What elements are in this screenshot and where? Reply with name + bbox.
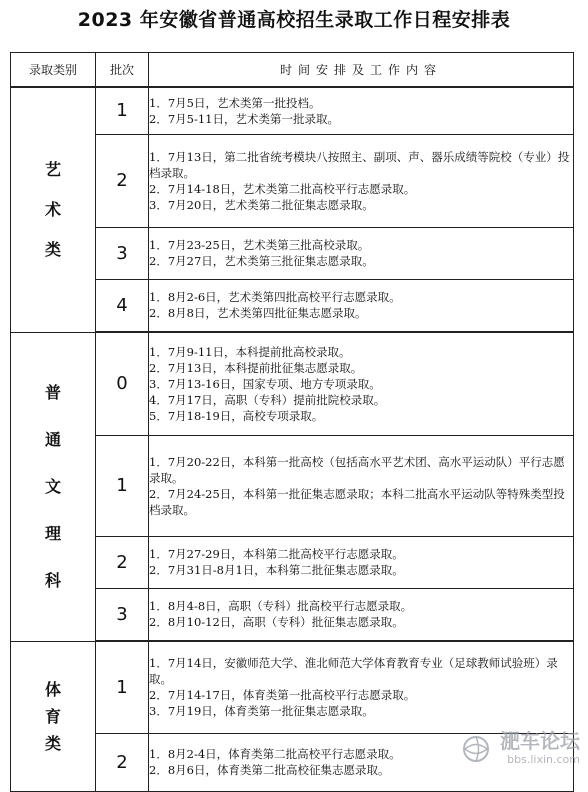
category-label: 普通文理科: [44, 383, 61, 590]
category-cell: [11, 87, 96, 332]
content-cell: [149, 227, 574, 279]
header-content: 时间安排及工作内容: [149, 53, 574, 88]
schedule-item: 5．7月18-19日，高校专项录取。: [149, 408, 324, 423]
schedule-item: 1．8月2-6日，艺术类第四批高校平行志愿录取。: [149, 290, 401, 305]
schedule-item: 2．7月31日-8月1日，本科第二批征集志愿录取。: [149, 563, 404, 577]
schedule-item: 1．7月23-25日，艺术类第三批高校录取。: [149, 238, 370, 252]
schedule-row: [11, 641, 574, 733]
schedule-item: 1．7月27-29日，本科第二批高校平行志愿录取。: [149, 547, 404, 561]
schedule-row: [11, 279, 574, 332]
schedule-row: [11, 134, 574, 227]
schedule-item: 2．7月13日，本科提前批征集志愿录取。: [149, 360, 363, 375]
schedule-item: 3．7月13-16日，国家专项、地方专项录取。: [149, 376, 381, 391]
schedule-item: 1．7月13日，第二批省统考模块八按照主、副项、声、器乐成绩等院校（专业）投档录取。: [149, 149, 570, 180]
header-batch: 批次: [96, 53, 149, 88]
schedule-item: 2．8月8日，艺术类第四批征集志愿录取。: [149, 306, 367, 321]
schedule-row: [11, 588, 574, 641]
globe-logo-icon: [461, 734, 491, 764]
content-cell: [149, 332, 574, 435]
category-cell: [11, 641, 96, 791]
batch-cell: 4: [96, 279, 149, 332]
schedule-item: 1．8月4-8日，高职（专科）批高校平行志愿录取。: [149, 599, 413, 614]
batch-cell: 3: [96, 588, 149, 641]
schedule-item: 1．7月14日，安徽师范大学、淮北师范大学体育教育专业（足球教师试验班）录取。: [149, 656, 558, 687]
schedule-item: 1．7月20-22日，本科第一批高校（包括高水平艺术团、高水平运动队）平行志愿录取。: [149, 454, 565, 485]
schedule-item: 1．7月9-11日，本科提前批高校录取。: [149, 344, 351, 359]
batch-cell: 2: [96, 733, 149, 791]
watermark-title: 淝车论坛: [500, 729, 580, 753]
batch-cell: 1: [96, 641, 149, 733]
schedule-item: 2．7月5-11日，艺术类第一批录取。: [149, 111, 339, 126]
schedule-item: 2．8月6日，体育类第二批高校征集志愿录取。: [149, 763, 390, 777]
category-label: 体育类: [44, 679, 61, 753]
header-row: [11, 53, 574, 88]
batch-cell: 3: [96, 227, 149, 279]
schedule-row: [11, 435, 574, 536]
content-cell: [149, 87, 574, 134]
batch-cell: 1: [96, 435, 149, 536]
content-cell: [149, 279, 574, 332]
schedule-item: 2．8月10-12日，高职（专科）批征集志愿录取。: [149, 615, 404, 630]
schedule-item: 3．7月20日，艺术类第二批征集志愿录取。: [149, 197, 374, 212]
category-cell: [11, 332, 96, 641]
schedule-body: [11, 87, 574, 791]
batch-cell: 2: [96, 134, 149, 227]
schedule-row: [11, 536, 574, 588]
schedule-row: [11, 87, 574, 134]
schedule-item: 2．7月24-25日，本科第一批征集志愿录取；本科二批高水平运动队等特殊类型投档录取。: [149, 486, 565, 517]
batch-cell: 0: [96, 332, 149, 435]
schedule-row: [11, 227, 574, 279]
content-cell: [149, 588, 574, 641]
category-label: 艺术类: [44, 159, 61, 259]
page-title: 2023 年安徽省普通高校招生录取工作日程安排表: [77, 9, 511, 31]
schedule-item: 4．7月17日，高职（专科）提前批院校录取。: [149, 392, 386, 407]
schedule-item: 3．7月19日，体育类第一批征集志愿录取。: [149, 704, 374, 719]
content-cell: [149, 134, 574, 227]
schedule-item: 1．7月5日，艺术类第一批投档。: [149, 95, 321, 110]
content-cell: [149, 641, 574, 733]
watermark-url: bbs.lixin.com: [507, 753, 580, 766]
batch-cell: 2: [96, 536, 149, 588]
schedule-item: 2．7月27日，艺术类第三批征集志愿录取。: [149, 254, 374, 268]
schedule-table: [10, 52, 574, 792]
content-cell: [149, 435, 574, 536]
content-cell: [149, 536, 574, 588]
watermark: [461, 730, 580, 768]
header-category: 录取类别: [11, 53, 96, 88]
schedule-item: 1．8月2-4日，体育类第二批高校平行志愿录取。: [149, 747, 401, 761]
schedule-item: 2．7月14-17日，体育类第一批高校平行志愿录取。: [149, 688, 416, 703]
schedule-item: 2．7月14-18日，艺术类第二批高校平行志愿录取。: [149, 181, 416, 196]
schedule-row: [11, 332, 574, 435]
batch-cell: 1: [96, 87, 149, 134]
